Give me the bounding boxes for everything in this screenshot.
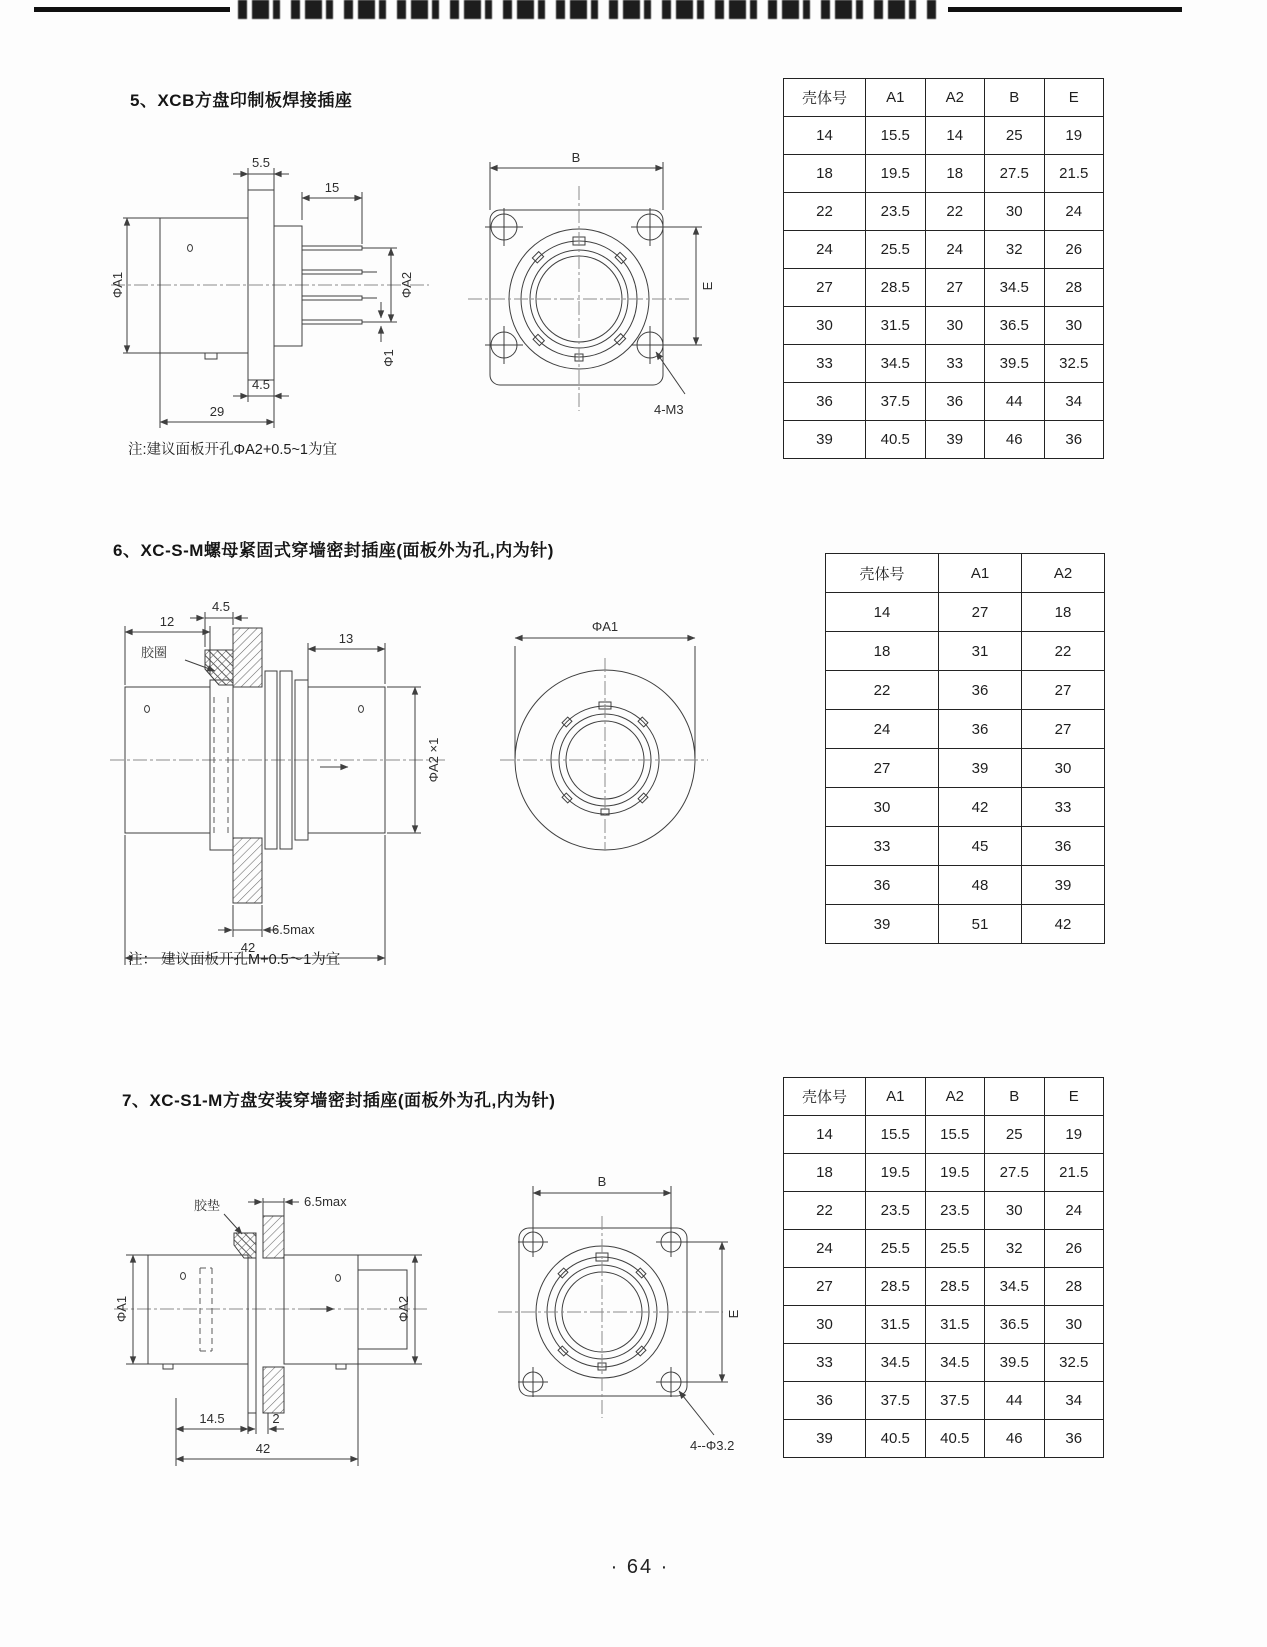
table-row [784,155,1104,193]
xcs1m-front-view-geometry [498,1186,728,1435]
section-5-note: 注:建议面板开孔ΦA2+0.5~1为宜 [128,442,337,458]
clipped-page-title-banner [238,0,940,19]
table-row [784,421,1104,459]
table-cell: 18 [826,632,939,671]
table-cell: 30 [784,307,866,345]
header-rule-left [34,7,230,12]
table-cell: 30 [784,1306,866,1344]
table-cell: 26 [1044,1230,1104,1268]
table-cell: 32.5 [1044,1344,1104,1382]
table-cell: 33 [784,1344,866,1382]
column-header: A1 [866,79,926,117]
table-cell: 32 [985,1230,1045,1268]
dim-label-wall-max: 6.5max [272,922,315,937]
table-cell: 36 [784,1382,866,1420]
table-cell: 39 [1022,866,1105,905]
table-cell: 40.5 [925,1420,985,1458]
table-cell: 23.5 [866,1192,926,1230]
table-cell: 31.5 [866,307,926,345]
table-cell: 27.5 [985,155,1045,193]
dim-label-body-dia: ΦA1 [110,271,125,299]
xcsm-side-view-drawing [105,585,450,970]
table-cell: 37.5 [925,1382,985,1420]
column-header: 壳体号 [826,554,939,593]
table-cell: 36 [939,710,1022,749]
table-cell: 22 [784,1192,866,1230]
dim-label-right-len: 13 [338,631,354,646]
section-6-title: 6、XC-S-M螺母紧固式穿墙密封插座(面板外为孔,内为针) [113,541,554,560]
column-header: B [985,1078,1045,1116]
table-row [826,827,1105,866]
table-cell: 14 [784,1116,866,1154]
table-cell: 25.5 [866,231,926,269]
table-cell: 15.5 [866,117,926,155]
table-cell: 27 [925,269,985,307]
table-cell: 19 [1044,117,1104,155]
column-header: E [1044,1078,1104,1116]
table-cell: 23.5 [925,1192,985,1230]
table-cell: 30 [925,307,985,345]
table-row [784,1306,1104,1344]
table-cell: 37.5 [866,1382,926,1420]
table-cell: 33 [826,827,939,866]
column-header: 壳体号 [784,79,866,117]
dim-label-flange-width: 5.5 [251,155,271,170]
xcb-front-view-drawing [450,146,715,436]
header-row [784,79,1104,117]
table-cell: 42 [1022,905,1105,944]
table-cell: 44 [985,383,1045,421]
dim-label-e: E [700,281,715,291]
dim-label-b: B [597,1174,607,1189]
table-cell: 28.5 [866,269,926,307]
table-row [784,117,1104,155]
table-row [826,671,1105,710]
table-cell: 21.5 [1044,1154,1104,1192]
table-cell: 24 [1044,193,1104,231]
table-row [826,632,1105,671]
table-cell: 36 [1044,1420,1104,1458]
dim-label-right-dia: ΦA2 [396,1295,411,1323]
table-cell: 24 [1044,1192,1104,1230]
table-cell: 28 [1044,269,1104,307]
column-header: A2 [1022,554,1105,593]
table-cell: 46 [985,421,1045,459]
table-cell: 40.5 [866,421,926,459]
dim-label-wall-max: 6.5max [304,1194,347,1209]
table-row [784,1192,1104,1230]
table-row [826,749,1105,788]
table-cell: 21.5 [1044,155,1104,193]
table-row [784,193,1104,231]
table-cell: 24 [826,710,939,749]
pad-label: 胶垫 [194,1198,221,1213]
table-cell: 24 [925,231,985,269]
section-6-note: 注： 建议面板开孔M+0.5～1为宜 [128,952,341,968]
xcsm-side-view-geometry [110,612,445,965]
table-cell: 32 [985,231,1045,269]
dim-label-left-dia: ΦA1 [114,1295,129,1323]
dim-label-front-len: 14.5 [199,1411,225,1426]
table-cell: 39.5 [985,1344,1045,1382]
table-cell: 28.5 [925,1268,985,1306]
table-cell: 14 [925,117,985,155]
table-cell: 14 [826,593,939,632]
xcb-dimension-table [783,78,1104,459]
dim-label-b: B [571,150,581,165]
section-5-title: 5、XCB方盘印制板焊接插座 [130,91,353,110]
table-cell: 39 [784,421,866,459]
header-row [826,554,1105,593]
dim-label-mount-holes: 4-M3 [654,402,684,417]
table-cell: 48 [939,866,1022,905]
table-cell: 15.5 [925,1116,985,1154]
dim-label-total-length: 42 [255,1441,271,1456]
xcsm-front-view-geometry [500,638,708,850]
table-cell: 30 [985,1192,1045,1230]
table-cell: 14 [784,117,866,155]
section-7-title: 7、XC-S1-M方盘安装穿墙密封插座(面板外为孔,内为针) [122,1091,556,1110]
table-cell: 22 [925,193,985,231]
table-row [784,1230,1104,1268]
table-cell: 36 [939,671,1022,710]
table-row [784,1268,1104,1306]
table-cell: 30 [985,193,1045,231]
table-cell: 19 [1044,1116,1104,1154]
page-number: · 64 · [610,1556,670,1578]
xcsm-dimension-table [825,553,1105,944]
table-cell: 27 [826,749,939,788]
table-cell: 30 [1044,1306,1104,1344]
dim-label-total-length: 42 [240,940,256,955]
table-cell: 24 [784,1230,866,1268]
xcb-front-view-geometry [468,162,702,411]
table-cell: 34.5 [985,269,1045,307]
table-cell: 22 [1022,632,1105,671]
table-row [784,1154,1104,1192]
table-cell: 27 [784,1268,866,1306]
table-cell: 31.5 [866,1306,926,1344]
table-cell: 30 [1022,749,1105,788]
table-row [826,710,1105,749]
table-cell: 25.5 [866,1230,926,1268]
column-header: E [1044,79,1104,117]
table-cell: 34.5 [925,1344,985,1382]
dim-label-e: E [726,1309,741,1319]
table-cell: 27 [939,593,1022,632]
dim-label-total-length: 29 [209,404,225,419]
dim-label-outer-dia: ΦA1 [591,619,619,634]
column-header: A2 [925,1078,985,1116]
table-cell: 19.5 [866,155,926,193]
table-cell: 36 [784,383,866,421]
xcb-side-view-drawing [105,148,435,438]
table-cell: 39 [939,749,1022,788]
table-cell: 30 [1044,307,1104,345]
table-cell: 34.5 [866,1344,926,1382]
xcs1m-dimension-table [783,1077,1104,1458]
table-cell: 37.5 [866,383,926,421]
xcs1m-front-view-drawing [478,1128,763,1458]
header-row [784,1078,1104,1116]
column-header: A1 [939,554,1022,593]
table-cell: 27 [1022,710,1105,749]
table-cell: 34 [1044,1382,1104,1420]
table-cell: 32.5 [1044,345,1104,383]
table-cell: 25.5 [925,1230,985,1268]
column-header: 壳体号 [784,1078,866,1116]
table-cell: 33 [1022,788,1105,827]
table-cell: 45 [939,827,1022,866]
table-row [826,593,1105,632]
dim-label-pin-dia: Φ1 [381,349,396,367]
table-row [784,231,1104,269]
table-row [784,345,1104,383]
table-cell: 19.5 [866,1154,926,1192]
table-row [784,1382,1104,1420]
table-row [784,307,1104,345]
table-cell: 36 [1022,827,1105,866]
seal-label: 胶圈 [141,645,168,660]
table-row [784,269,1104,307]
xcsm-front-view-drawing [495,612,710,852]
table-row [826,788,1105,827]
table-cell: 18 [1022,593,1105,632]
table-row [784,1420,1104,1458]
table-cell: 27.5 [985,1154,1045,1192]
table-cell: 31.5 [925,1306,985,1344]
table-cell: 23.5 [866,193,926,231]
dim-label-seal-width: 4.5 [211,599,231,614]
table-cell: 36.5 [985,1306,1045,1344]
table-cell: 34.5 [866,345,926,383]
table-cell: 36.5 [985,307,1045,345]
table-cell: 39.5 [985,345,1045,383]
table-cell: 28.5 [866,1268,926,1306]
table-cell: 31 [939,632,1022,671]
dim-label-pin-length: 15 [324,180,340,195]
column-header: B [985,79,1045,117]
table-cell: 28 [1044,1268,1104,1306]
column-header: A1 [866,1078,926,1116]
table-cell: 46 [985,1420,1045,1458]
table-cell: 34 [1044,383,1104,421]
table-row [784,383,1104,421]
table-cell: 26 [1044,231,1104,269]
table-row [826,905,1105,944]
table-cell: 18 [784,1154,866,1192]
table-cell: 36 [826,866,939,905]
table-cell: 39 [925,421,985,459]
column-header: A2 [925,79,985,117]
table-cell: 34.5 [985,1268,1045,1306]
table-cell: 51 [939,905,1022,944]
dim-label-flange-back: 4.5 [251,377,271,392]
table-cell: 22 [826,671,939,710]
header-rule-right [948,7,1182,12]
table-cell: 18 [784,155,866,193]
dim-label-right-dia: ΦA2 ×1 [426,737,441,783]
table-cell: 39 [826,905,939,944]
table-cell: 30 [826,788,939,827]
table-cell: 15.5 [866,1116,926,1154]
table-cell: 42 [939,788,1022,827]
xcs1m-side-view-drawing [108,1118,443,1473]
table-cell: 36 [1044,421,1104,459]
table-cell: 25 [985,1116,1045,1154]
dim-label-pad: 2 [272,1411,280,1426]
dim-label-mount-holes: 4--Φ3.2 [690,1438,735,1453]
table-cell: 27 [1022,671,1105,710]
table-cell: 19.5 [925,1154,985,1192]
table-cell: 33 [925,345,985,383]
table-cell: 36 [925,383,985,421]
table-cell: 18 [925,155,985,193]
dim-label-pin-circle-dia: ΦA2 [399,271,414,299]
table-cell: 44 [985,1382,1045,1420]
table-row [826,866,1105,905]
table-cell: 40.5 [866,1420,926,1458]
table-row [784,1344,1104,1382]
table-cell: 25 [985,117,1045,155]
table-cell: 27 [784,269,866,307]
table-cell: 39 [784,1420,866,1458]
table-cell: 22 [784,193,866,231]
table-cell: 24 [784,231,866,269]
dim-label-body-len: 12 [159,614,175,629]
table-row [784,1116,1104,1154]
table-cell: 33 [784,345,866,383]
